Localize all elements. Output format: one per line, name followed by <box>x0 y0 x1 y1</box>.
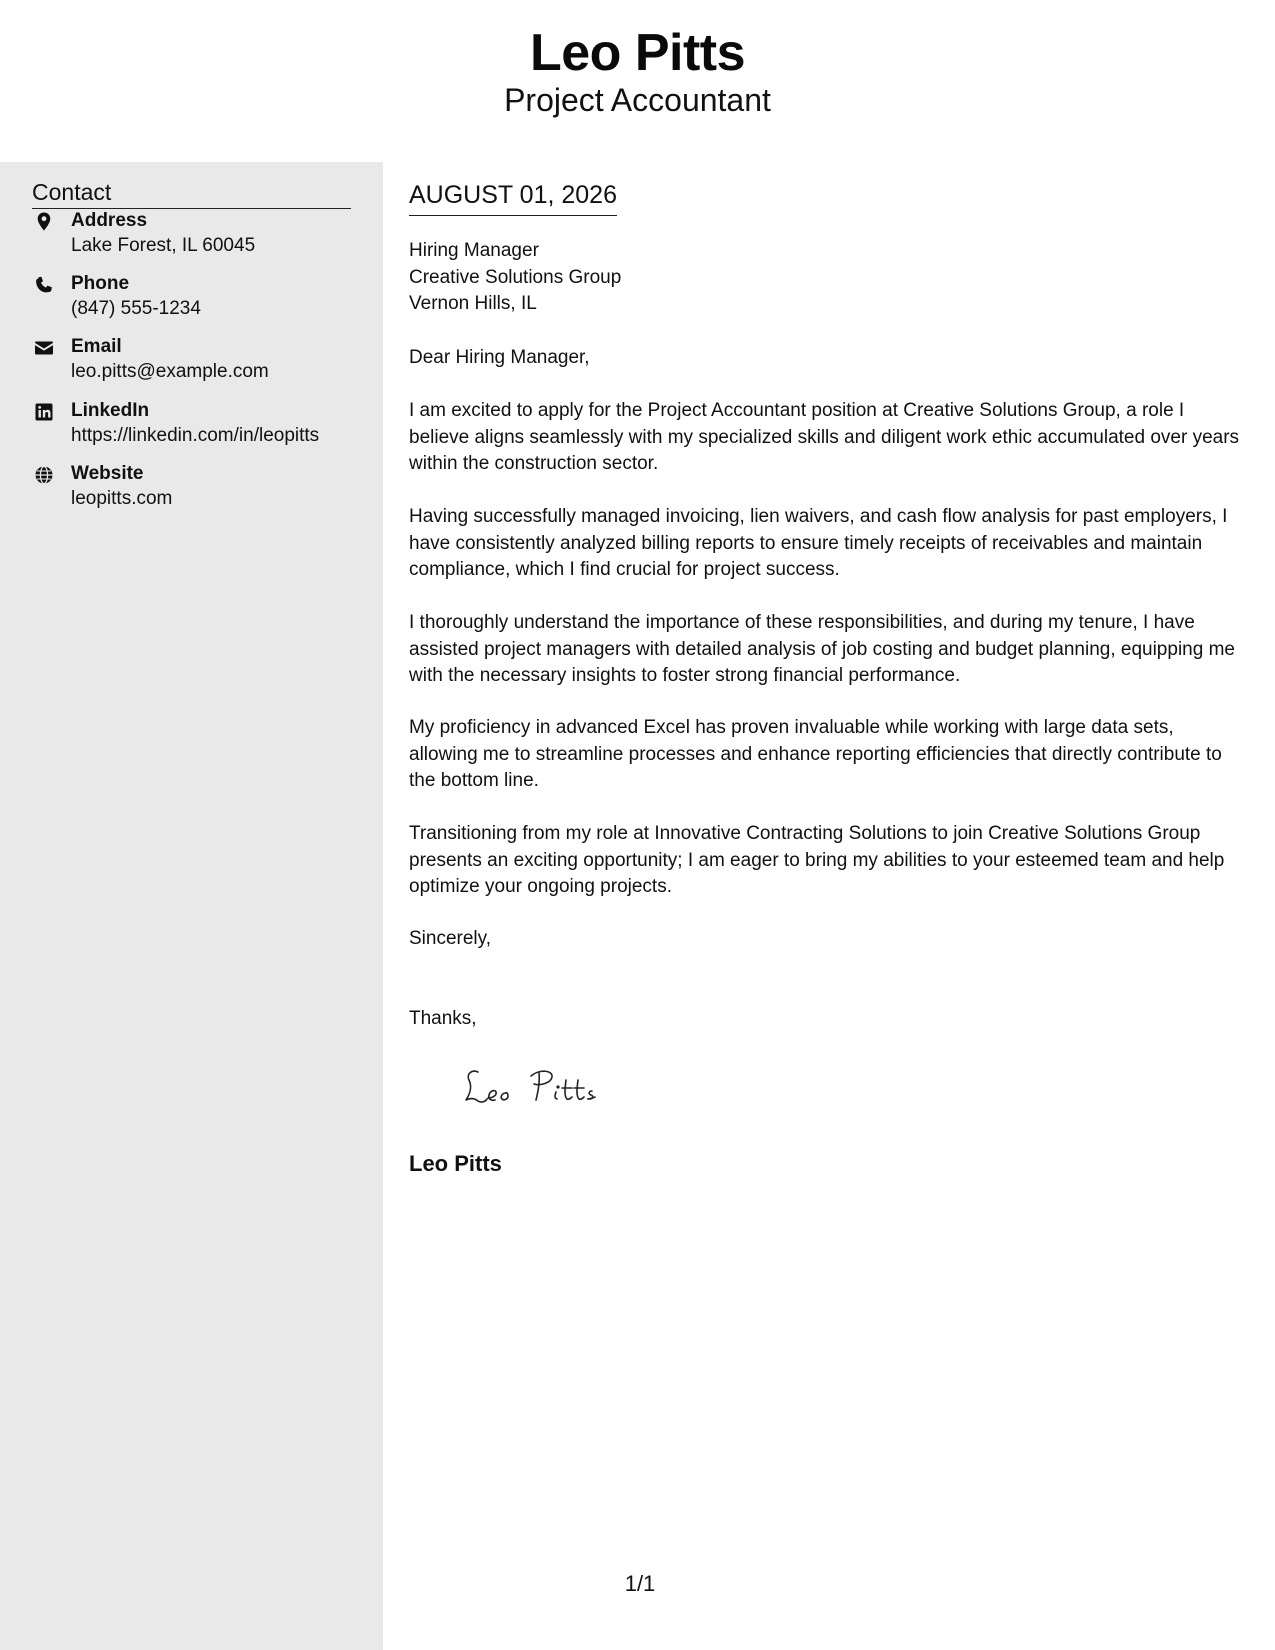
letter-date: AUGUST 01, 2026 <box>409 178 617 216</box>
recipient-line: Hiring Manager <box>409 240 539 261</box>
contact-label: Address <box>71 210 148 231</box>
body-paragraph: Transitioning from my role at Innovative Contracting Solutions to join Creative Solutions Group presents an exciting opportunity; I am eager to bring my abilities to your esteemed team and help optimize your ongoing projects. <box>409 823 1225 897</box>
phone-icon <box>32 273 56 297</box>
page-number: 1/1 <box>624 1571 656 1596</box>
contact-item-email <box>32 334 372 388</box>
contact-value[interactable]: https://linkedin.com/in/leopitts <box>71 425 320 446</box>
salutation: Dear Hiring Manager, <box>409 347 590 368</box>
body-paragraph: My proficiency in advanced Excel has proven invaluable while working with large data sets, allowing me to streamline processes and enhance reporting efficiencies that directly contribute to the bottom line. <box>409 717 1222 791</box>
recipient-line: Vernon Hills, IL <box>409 293 537 314</box>
signature <box>458 1060 628 1112</box>
header <box>0 0 1275 162</box>
contact-item-address <box>32 208 372 262</box>
contact-item-linkedin <box>32 398 372 452</box>
body-paragraph: I thoroughly understand the importance of these responsibilities, and during my tenure, I have assisted project managers with detailed analysis of job costing and budget planning, equipping me with the necessary insights to foster strong financial performance. <box>409 612 1235 686</box>
linkedin-icon <box>32 400 56 424</box>
signed-name: Leo Pitts <box>409 1151 502 1176</box>
contact-label: LinkedIn <box>71 400 150 421</box>
contact-label: Phone <box>71 273 130 294</box>
envelope-icon <box>32 336 56 360</box>
contact-value: leo.pitts@example.com <box>71 361 269 382</box>
contact-value[interactable]: leopitts.com <box>71 488 173 509</box>
recipient-line: Creative Solutions Group <box>409 266 622 288</box>
body-paragraph: I am excited to apply for the Project Accountant position at Creative Solutions Group, a role I believe aligns seamlessly with my specialized skills and diligent work ethic accumulated over years within the construction sector. <box>409 400 1240 474</box>
job-title: Project Accountant <box>504 82 771 118</box>
contact-label: Website <box>71 463 144 484</box>
contact-label: Email <box>71 336 122 357</box>
closing: Sincerely, <box>409 928 492 949</box>
map-pin-icon <box>32 210 56 234</box>
applicant-name: Leo Pitts <box>529 24 746 82</box>
contact-heading: Contact <box>32 177 351 209</box>
globe-icon <box>32 463 56 487</box>
recipient-block <box>409 238 621 318</box>
body-paragraph: Having successfully managed invoicing, lien waivers, and cash flow analysis for past employers, I have consistently analyzed billing reports to ensure timely receipts of receivables and maintain compliance, which I find crucial for project success. <box>409 506 1228 580</box>
contact-item-website <box>32 461 372 515</box>
contact-value: Lake Forest, IL 60045 <box>71 235 256 256</box>
contact-item-phone <box>32 271 372 325</box>
thanks: Thanks, <box>409 1008 477 1029</box>
contact-value: (847) 555-1234 <box>71 298 201 319</box>
